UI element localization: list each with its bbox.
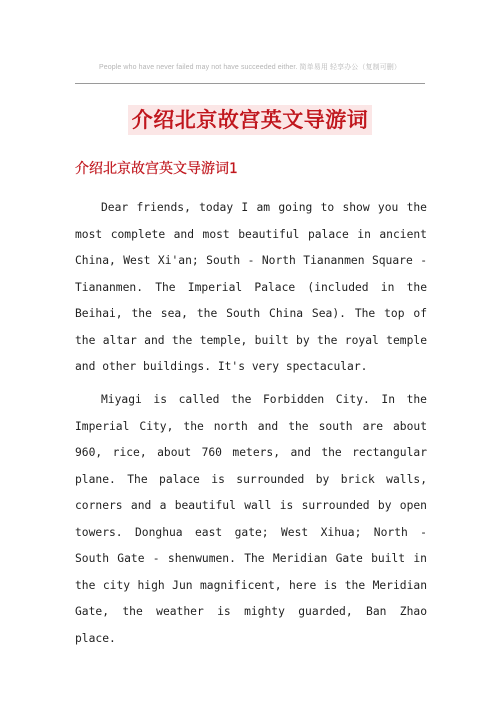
body-paragraph-1: Dear friends, today I am going to show you the most complete and most beautiful palace in ancient China, West Xi'an; South - North Tiananmen Square - Tiananmen. The Imperial Palace (included in the Beihai, the sea, the South China Sea). The top of the altar and the temple, built by the royal temple and other buildings. It's very spectacular. xyxy=(75,201,427,373)
header-divider xyxy=(75,83,425,84)
document-title xyxy=(0,97,500,135)
header-tagline: People who have never failed may not have succeeded either. 简单易用 轻享办公（复制可删） xyxy=(98,64,401,71)
document-title-text: 介绍北京故宫英文导游词 xyxy=(128,105,373,135)
section-heading: 介绍北京故宫英文导游词1 xyxy=(75,161,238,177)
body-paragraph-2: Miyagi is called the Forbidden City. In the Imperial City, the north and the south are about 960, rice, about 760 meters, and the rectangular plane. The palace is surrounded by brick walls, corners and a beautiful wall is surrounded by open towers. Donghua east gate; West Xihua; North - South Gate - shenwumen. The Meridian Gate built in the city high Jun magnificent, here is the Meridian Gate, the weather is mighty guarded, Ban Zhao place. xyxy=(75,393,427,645)
